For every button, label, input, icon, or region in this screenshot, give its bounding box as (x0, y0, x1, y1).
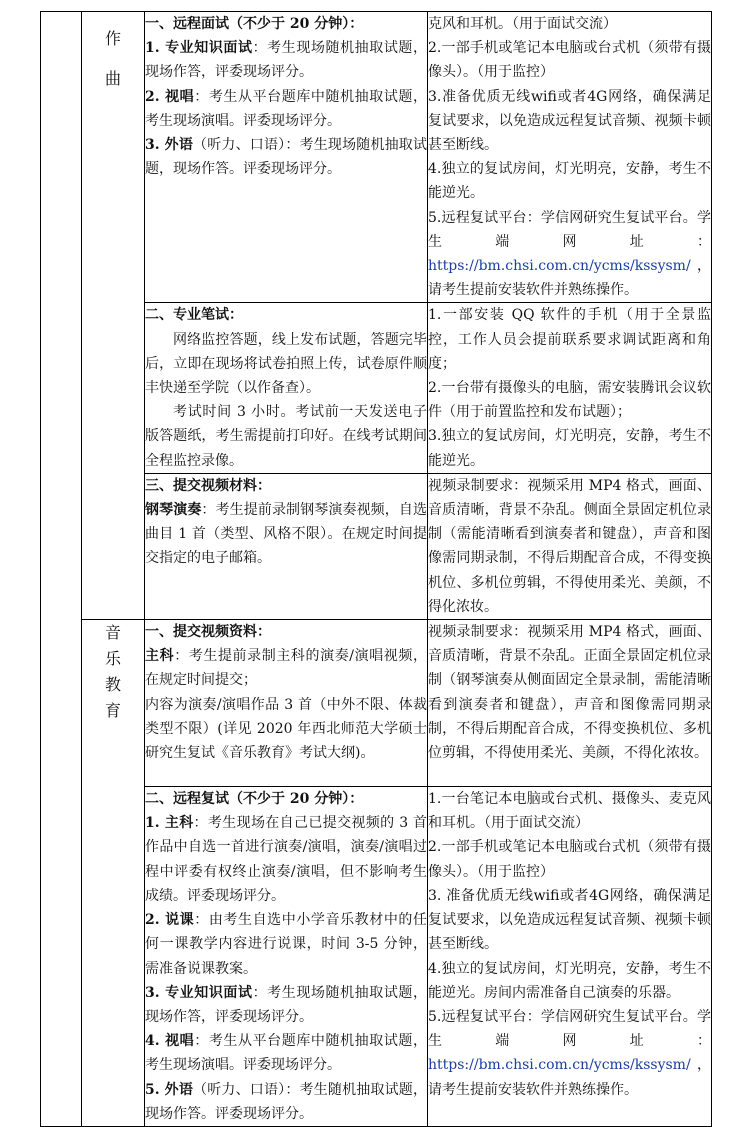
cell-remote-interview-requirements (428, 12, 712, 303)
list-item (145, 908, 427, 981)
cell-remote-retest (145, 787, 428, 1127)
item-text: ：考生从平台题库中随机抽取试题，考生现场演唱。评委现场评分。 (145, 1033, 427, 1074)
table-row (41, 620, 712, 787)
requirement-item: 2.一部手机或笔记本电脑或台式机（须带有摄像头）。（用于监控） (428, 40, 711, 81)
item-label: 3. 专业知识面试 (145, 984, 253, 1001)
platform-link[interactable]: https://bm.chsi.com.cn/ycms/kssysm/ (428, 1057, 691, 1074)
item-text: ：考生从平台题库中随机抽取试题，考生现场演唱。评委现场评分。 (145, 88, 427, 129)
cell-written-exam (145, 303, 428, 473)
requirement-item: 3.独立的复试房间，灯光明亮，安静，考生不能逆光。 (428, 428, 711, 469)
category-composition (82, 12, 145, 620)
item-text: ：由考生自选中小学音乐教材中的任何一课教学内容进行说课，时间 3-5 分钟，需准备说课教案。 (145, 912, 427, 977)
paragraph: 视频录制要求：视频采用 MP4 格式，画面、音质清晰，背景不杂乱。正面全景固定机位录制（钢琴演奏从侧面固定全景录制，需能清晰看到演奏者和键盘），声音和图像需同期录制，不得后期配音合成，不得变换机位、多机位剪辑，不得使用柔光、美颜，不得化浓妆。 (428, 624, 711, 762)
item-label: 5. 外语 (145, 1081, 194, 1098)
requirement-item: 克风和耳机。（用于面试交流） (428, 16, 617, 32)
item-label: 4. 视唱 (145, 1033, 195, 1050)
requirement-item: 4.独立的复试房间，灯光明亮，安静，考生不能逆光。 (428, 161, 711, 202)
outer-blank-cell (41, 12, 82, 1127)
platform-line: 5.远程复试平台：学信网研究生复试平台。学生端网址：https://bm.chsi.com.cn/ycms/kssysm/，请考生提前安装软件并熟练操作。 (428, 1008, 711, 1098)
requirement-item: 4.独立的复试房间，灯光明亮，安静，考生不能逆光。房间内需准备自己演奏的乐器。 (428, 960, 711, 1001)
paragraph: 网络监控答题，线上发布试题，答题完毕后，立即在现场将试卷拍照上传，试卷原件顺丰快递至学院（以作备查）。 (145, 331, 427, 397)
category-char: 乐 (104, 649, 121, 669)
paragraph: 钢琴演奏：考生提前录制钢琴演奏视频，自选曲目 1 首（类型、风格不限）。在规定时间提交指定的电子邮箱。 (145, 502, 427, 567)
section-heading: 三、提交视频材料： (145, 477, 271, 494)
paragraph: 视频录制要求：视频采用 MP4 格式，画面、音质清晰，背景不杂乱。侧面全景固定机位录制（需能清晰看到演奏者和键盘），声音和图像需同期录制，不得后期配音合成，不得变换机位、多机位剪辑，不得使用柔光、美颜，不得化浓妆。 (428, 477, 711, 615)
cell-remote-interview (145, 12, 428, 303)
requirement-item: 2.一台带有摄像头的电脑，需安装腾讯会议软件（用于前置监控和发布试题）； (428, 380, 711, 421)
category-char: 作 (104, 29, 121, 48)
requirement-item: 3. 准备优质无线wifi或者4G网络，确保满足复试要求，以免造成远程复试音频、视频卡顿甚至断线。 (428, 887, 711, 953)
item-text: （听力、口语）：考生现场随机抽取试题，现场作答。评委现场评分。 (145, 137, 427, 178)
category-music-education (82, 620, 145, 1127)
item-label: 2. 说课 (145, 912, 195, 929)
item-label: 1. 专业知识面试 (145, 40, 253, 57)
list-item (145, 981, 427, 1029)
category-label (105, 12, 121, 106)
item-text: ：考生现场在自己已提交视频的 3 首作品中自选一首进行演奏/演唱，演奏/演唱过程中评委有权终止演奏/演唱，但不影响考生成绩。评委现场评分。 (145, 815, 427, 904)
cell-remote-retest-requirements (428, 787, 712, 1127)
platform-line: 5.远程复试平台：学信网研究生复试平台。学生端网址：https://bm.chsi.com.cn/ycms/kssysm/，请考生提前安装软件并熟练操作。 (428, 209, 711, 299)
item-label: 2. 视唱 (145, 88, 195, 105)
requirement-item: 1.一台笔记本电脑或台式机、摄像头、麦克风和耳机。（用于面试交流） (428, 791, 711, 832)
list-item (145, 1078, 427, 1126)
exam-requirements-table (40, 11, 712, 1127)
cell-video-material-requirements (428, 620, 712, 787)
list-item (145, 811, 427, 908)
item-list (145, 36, 427, 181)
list-item (145, 133, 427, 181)
category-char: 教 (104, 675, 121, 695)
list-item (145, 1029, 427, 1077)
list-item (145, 36, 427, 84)
paragraph: 内容为演奏/演唱作品 3 首（中外不限、体裁类型不限）(详见 2020 年西北师范大学硕士研究生复试《音乐教育》考试大纲)。 (145, 696, 427, 762)
cell-video-material (145, 620, 428, 787)
requirement-item: 2.一部手机或笔记本电脑或台式机（须带有摄像头）。（用于监控） (428, 839, 711, 880)
item-text: ：考生现场随机抽取试题，现场作答，评委现场评分。 (145, 984, 427, 1025)
category-label (105, 620, 121, 724)
cell-written-exam-requirements (428, 303, 712, 473)
cell-video-submission (145, 473, 428, 619)
requirement-list (428, 303, 711, 472)
category-char: 音 (104, 623, 121, 643)
platform-link[interactable]: https://bm.chsi.com.cn/ycms/kssysm/ (428, 258, 691, 275)
section-heading: 二、远程复试（不少于 20 分钟）： (145, 791, 364, 808)
section-heading: 二、专业笔试： (145, 307, 243, 324)
requirement-list (428, 787, 711, 1005)
cell-video-requirements (428, 473, 712, 619)
category-char: 育 (104, 701, 121, 721)
table-row (41, 12, 712, 303)
item-text: （听力、口语）：考生随机抽取试题，现场作答。评委现场评分。 (145, 1081, 427, 1122)
section-heading: 一、远程面试（不少于 20 分钟）： (145, 16, 364, 32)
section-heading: 一、提交视频资料： (145, 624, 271, 641)
requirement-list (428, 12, 711, 206)
item-label: 3. 外语 (145, 137, 194, 154)
paragraph: 考试时间 3 小时。考试前一天发送电子版答题纸，考生需提前打印好。在线考试期间全程监控录像。 (145, 404, 427, 469)
item-text: ：考生现场随机抽取试题，现场作答，评委现场评分。 (145, 40, 427, 81)
requirement-item: 3.准备优质无线wifi或者4G网络，确保满足复试要求，以免造成远程复试音频、视频卡顿甚至断线。 (428, 88, 711, 154)
category-char: 曲 (104, 69, 121, 88)
item-label: 1. 主科 (145, 815, 194, 832)
list-item (145, 85, 427, 133)
paragraph: 主科：考生提前录制主科的演奏/演唱视频，在规定时间提交； (145, 648, 427, 689)
item-list (145, 811, 427, 1126)
requirement-item: 1.一部安装 QQ 软件的手机（用于全景监控，工作人员会提前联系要求调试距离和角度； (428, 307, 711, 372)
